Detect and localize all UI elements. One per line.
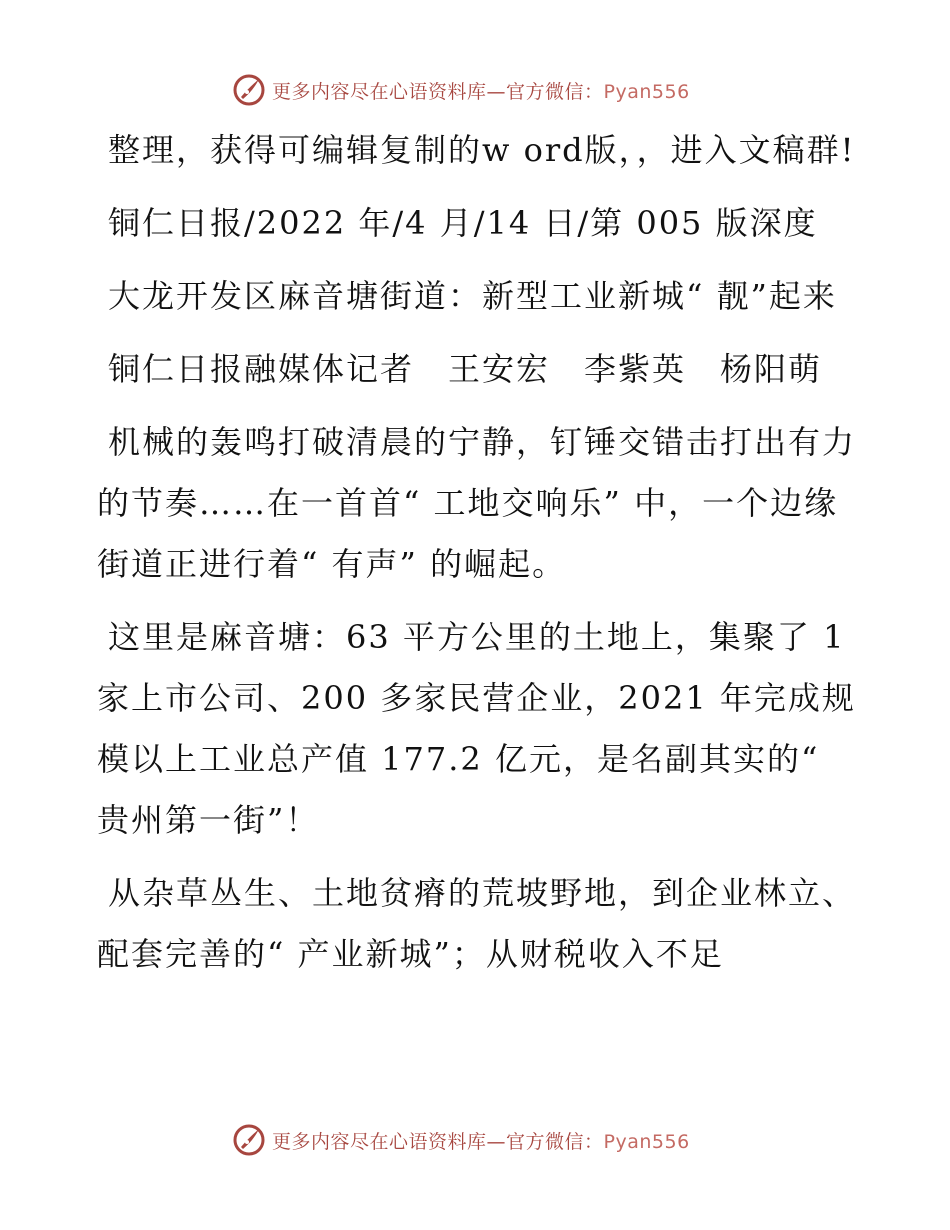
- paragraph-body-2: 这里是麻音塘：63 平方公里的土地上，集聚了 1 家上市公司、200 多家民营企业，2021 年完成规模以上工业总产值 177.2 亿元，是名副其实的“ 贵州第一街”！: [97, 618, 856, 839]
- watermark-text: [272, 77, 690, 104]
- paragraph-source: 铜仁日报/2022 年/4 月/14 日/第 005 版深度: [108, 204, 818, 242]
- paragraph-intro: 整理，获得可编辑复制的w ord版，，进入文稿群!: [108, 131, 856, 169]
- paragraph-body-1: 机械的轰鸣打破清晨的宁静，钉锤交错击打出有力的节奏……在一首首“ 工地交响乐” 中，一个边缘街道正进行着“ 有声” 的崛起。: [97, 423, 857, 583]
- watermark-wechat-id: Pyan556: [603, 80, 690, 103]
- document-body: [97, 120, 857, 997]
- paragraph-body-3: 从杂草丛生、土地贫瘠的荒坡野地，到企业林立、配套完善的“ 产业新城”；从财税收入不足: [97, 874, 857, 973]
- paragraph-byline: 铜仁日报融媒体记者 王安宏 李紫英 杨阳萌: [108, 350, 823, 388]
- paragraph-headline: 大龙开发区麻音塘街道：新型工业新城“ 靓”起来: [108, 277, 837, 315]
- footer-watermark: [232, 1122, 752, 1158]
- quill-seal-icon: [232, 73, 266, 107]
- watermark-wechat-id: Pyan556: [603, 1130, 690, 1153]
- watermark-label: 更多内容尽在心语资料库—官方微信：: [272, 1130, 604, 1153]
- quill-seal-icon: [232, 1123, 266, 1157]
- watermark-text: [272, 1127, 690, 1154]
- watermark-label: 更多内容尽在心语资料库—官方微信：: [272, 80, 604, 103]
- header-watermark: [232, 72, 752, 108]
